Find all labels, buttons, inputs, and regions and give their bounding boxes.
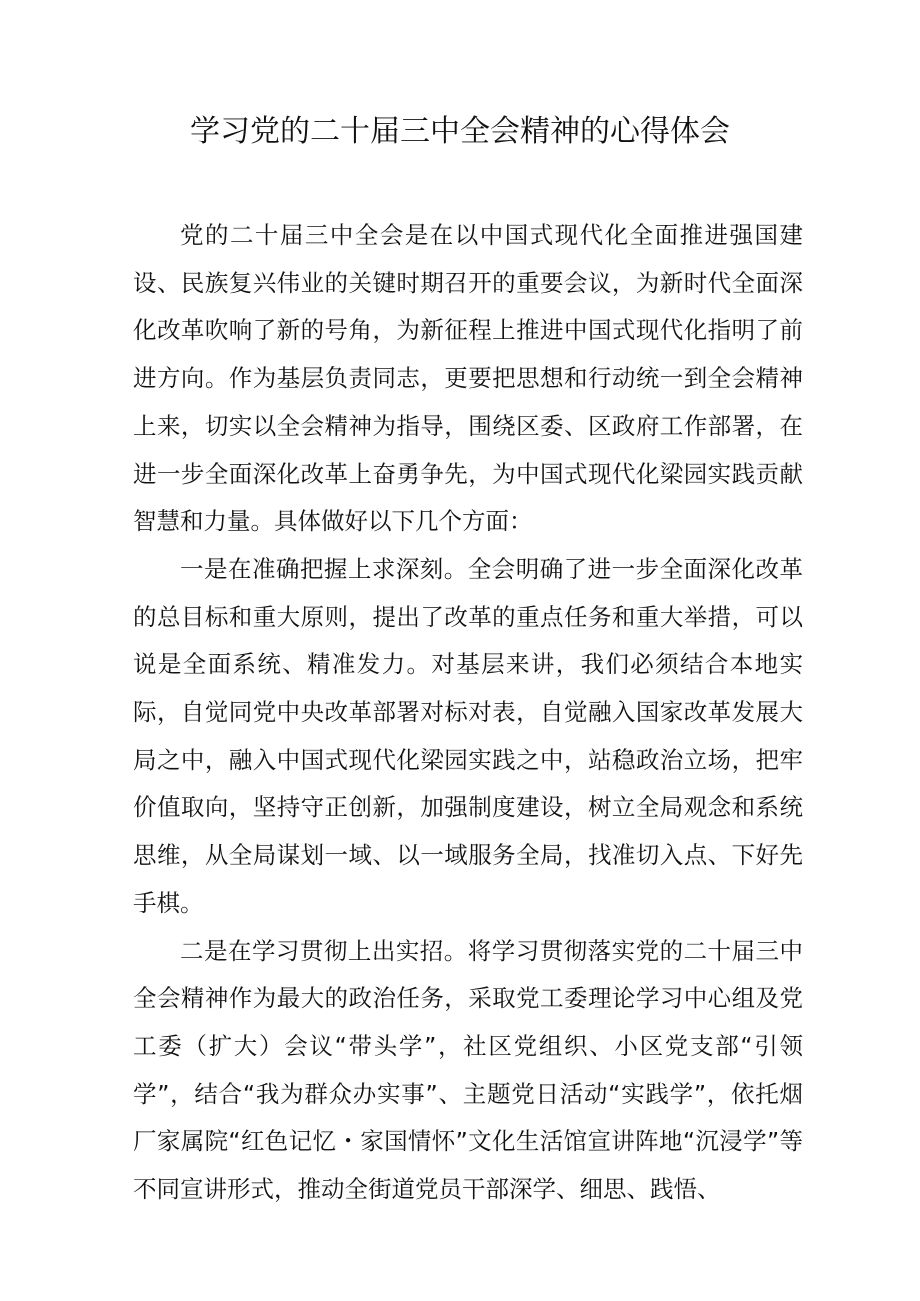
document-title: 学习党的二十届三中全会精神的心得体会	[190, 114, 730, 149]
paragraph-point-one: 一是在准确把握上求深刻。全会明确了进一步全面深化改革的总目标和重大原则，提出了改革的重点任务和重大举措，可以说是全面系统、精准发力。对基层来讲，我们必须结合本地实际，自觉同党中央改革部署对标对表，自觉融入国家改革发展大局之中，融入中国式现代化梁园实践之中，站稳政治立场，把牢价值取向，坚持守正创新，加强制度建设，树立全局观念和系统思维，从全局谋划一域、以一域服务全局，找准切入点、下好先手棋。	[133, 554, 803, 917]
paragraph-intro: 党的二十届三中全会是在以中国式现代化全面推进强国建设、民族复兴伟业的关键时期召开的重要会议，为新时代全面深化改革吹响了新的号角，为新征程上推进中国式现代化指明了前进方向。作为基层负责同志，更要把思想和行动统一到全会精神上来，切实以全会精神为指导，围绕区委、区政府工作部署，在进一步全面深化改革上奋勇争先，为中国式现代化梁园实践贡献智慧和力量。具体做好以下几个方面：	[133, 221, 803, 536]
paragraph-point-two: 二是在学习贯彻上出实招。将学习贯彻落实党的二十届三中全会精神作为最大的政治任务，采取党工委理论学习中心组及党工委（扩大）会议“带头学”，社区党组织、小区党支部“引领学”，结合“我为群众办实事”、主题党日活动“实践学”，依托烟厂家属院“红色记忆・家国情怀”文化生活馆宣讲阵地“沉浸学”等不同宣讲形式，推动全街道党员干部深学、细思、践悟、	[133, 936, 803, 1204]
document-body	[133, 212, 803, 1214]
